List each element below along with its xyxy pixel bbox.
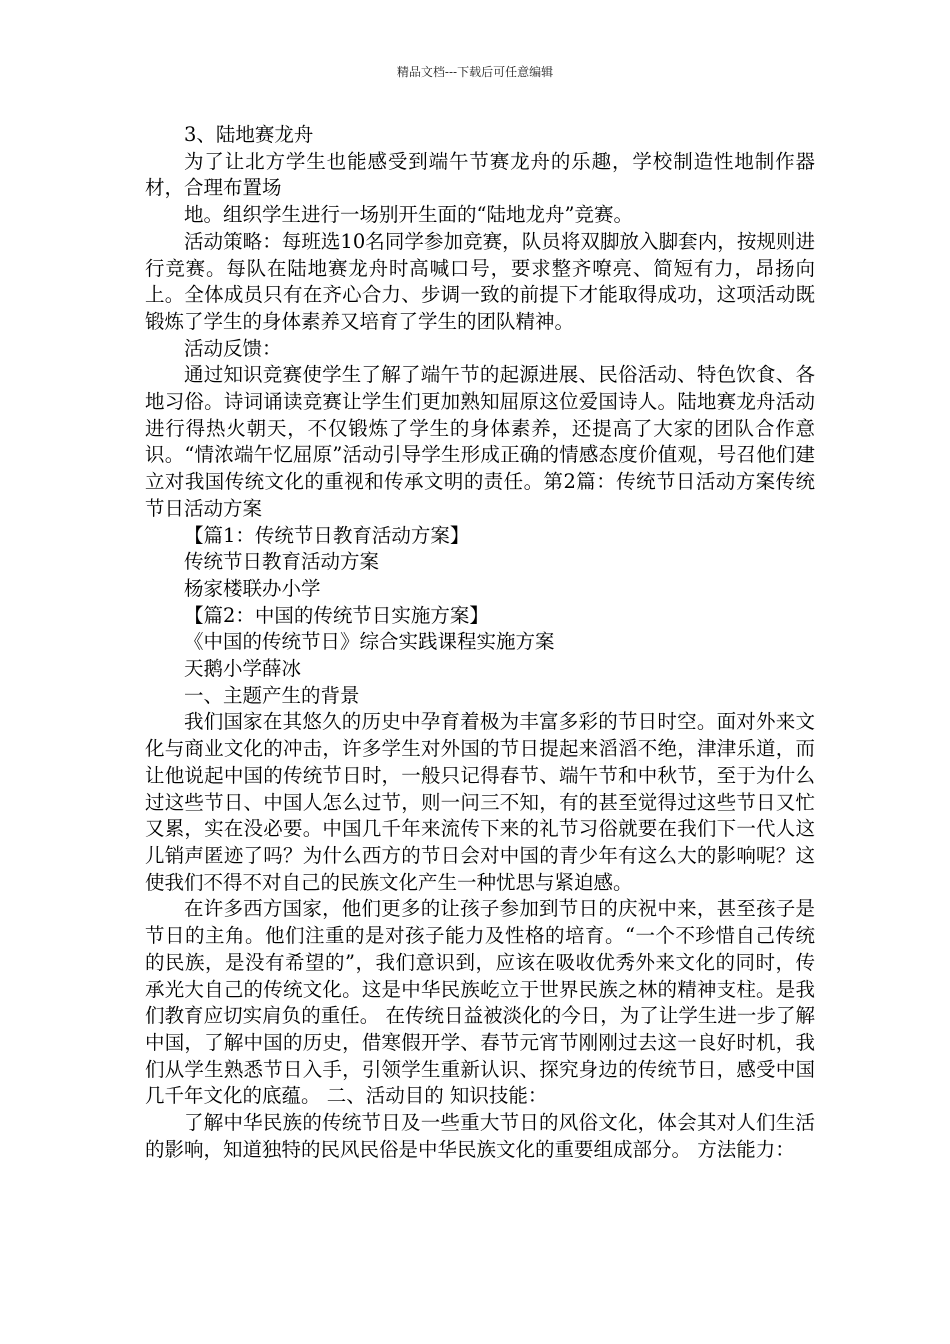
paragraph-activity-feedback-label: 活动反馈： bbox=[184, 336, 282, 360]
paragraph: 《中国的传统节日》综合实践课程实施方案 bbox=[184, 630, 555, 654]
paragraph: 传统节日教育活动方案 bbox=[184, 550, 380, 574]
paragraph: 地。组织学生进行一场别开生面的“陆地龙舟”竞赛。 bbox=[184, 203, 633, 227]
school-name: 杨家楼联办小学 bbox=[184, 576, 321, 600]
paragraph-activity-strategy: 活动策略：每班选10名同学参加竞赛，队员将双脚放入脚套内，按规则进行竞赛。每队在陆地赛龙舟时高喊口号，要求整齐嘹亮、简短有力，昂扬向上。全体成员只有在齐心合力、步调一致的前提下才能取得成功，这项活动既锻炼了学生的身体素养又培育了学生的团队精神。 bbox=[145, 229, 815, 333]
paragraph-background: 我们国家在其悠久的历史中孕育着极为丰富多彩的节日时空。面对外来文化与商业文化的冲击，许多学生对外国的节日提起来滔滔不绝，津津乐道，而让他说起中国的传统节日时，一般只记得春节、端午节和中秋节，至于为什么过这些节日、中国人怎么过节，则一问三不知，有的甚至觉得过这些节日又忙又累，实在没必要。中国几千年来流传下来的礼节习俗就要在我们下一代人这儿销声匿迹了吗？为什么西方的节日会对中国的青少年有这么大的影响呢？这使我们不得不对自己的民族文化产生一种忧思与紧迫感。 bbox=[145, 710, 815, 894]
section-heading-land-dragon-boat: 3、陆地赛龙舟 bbox=[184, 123, 314, 146]
author-line: 天鹅小学薛冰 bbox=[184, 657, 302, 681]
paragraph-western-countries: 在许多西方国家，他们更多的让孩子参加到节日的庆祝中来，甚至孩子是节日的主角。他们注重的是对孩子能力及性格的培育。“一个不珍惜自己传统的民族，是没有希望的”，我们意识到，应该在吸收优秀外来文化的同时，传承光大自己的传统文化。这是中华民族屹立于世界民族之林的精神支柱。是我们教育应切实肩负的重任。 在传统日益被淡化的今日，为了让学生进一步了解中国，了解中国的历史，借寒假开学、春节元宵节刚刚过去这一良好时机，我们从学生熟悉节日入手，引领学生重新认识、探究身边的传统节日，感受中国几千年文化的底蕴。 二、活动目的 知识技能： bbox=[145, 897, 815, 1108]
paragraph-activity-feedback: 通过知识竞赛使学生了解了端午节的起源进展、民俗活动、特色饮食、各地习俗。诗词诵读竞赛让学生们更加熟知屈原这位爱国诗人。陆地赛龙舟活动进行得热火朝天，不仅锻炼了学生的身体素养，还提高了大家的团队合作意识。“情浓端午忆屈原”活动引导学生形成正确的情感态度价值观，号召他们建立对我国传统文化的重视和传承文明的责任。第2篇：传统节日活动方案传统节日活动方案 bbox=[145, 363, 815, 520]
section-heading-part2: 【篇2：中国的传统节日实施方案】 bbox=[184, 603, 489, 627]
paragraph-objectives: 了解中华民族的传统节日及一些重大节日的风俗文化，体会其对人们生活的影响，知道独特的民风民俗是中华民族文化的重要组成部分。 方法能力： bbox=[145, 1111, 815, 1161]
page-header: 精品文档---下载后可任意编辑 bbox=[396, 65, 554, 79]
paragraph: 为了让北方学生也能感受到端午节赛龙舟的乐趣，学校制造性地制作器材，合理布置场 bbox=[145, 149, 815, 200]
section-heading-background: 一、主题产生的背景 bbox=[184, 683, 360, 707]
section-heading-part1: 【篇1：传统节日教育活动方案】 bbox=[184, 523, 470, 547]
document-body bbox=[145, 122, 815, 1163]
